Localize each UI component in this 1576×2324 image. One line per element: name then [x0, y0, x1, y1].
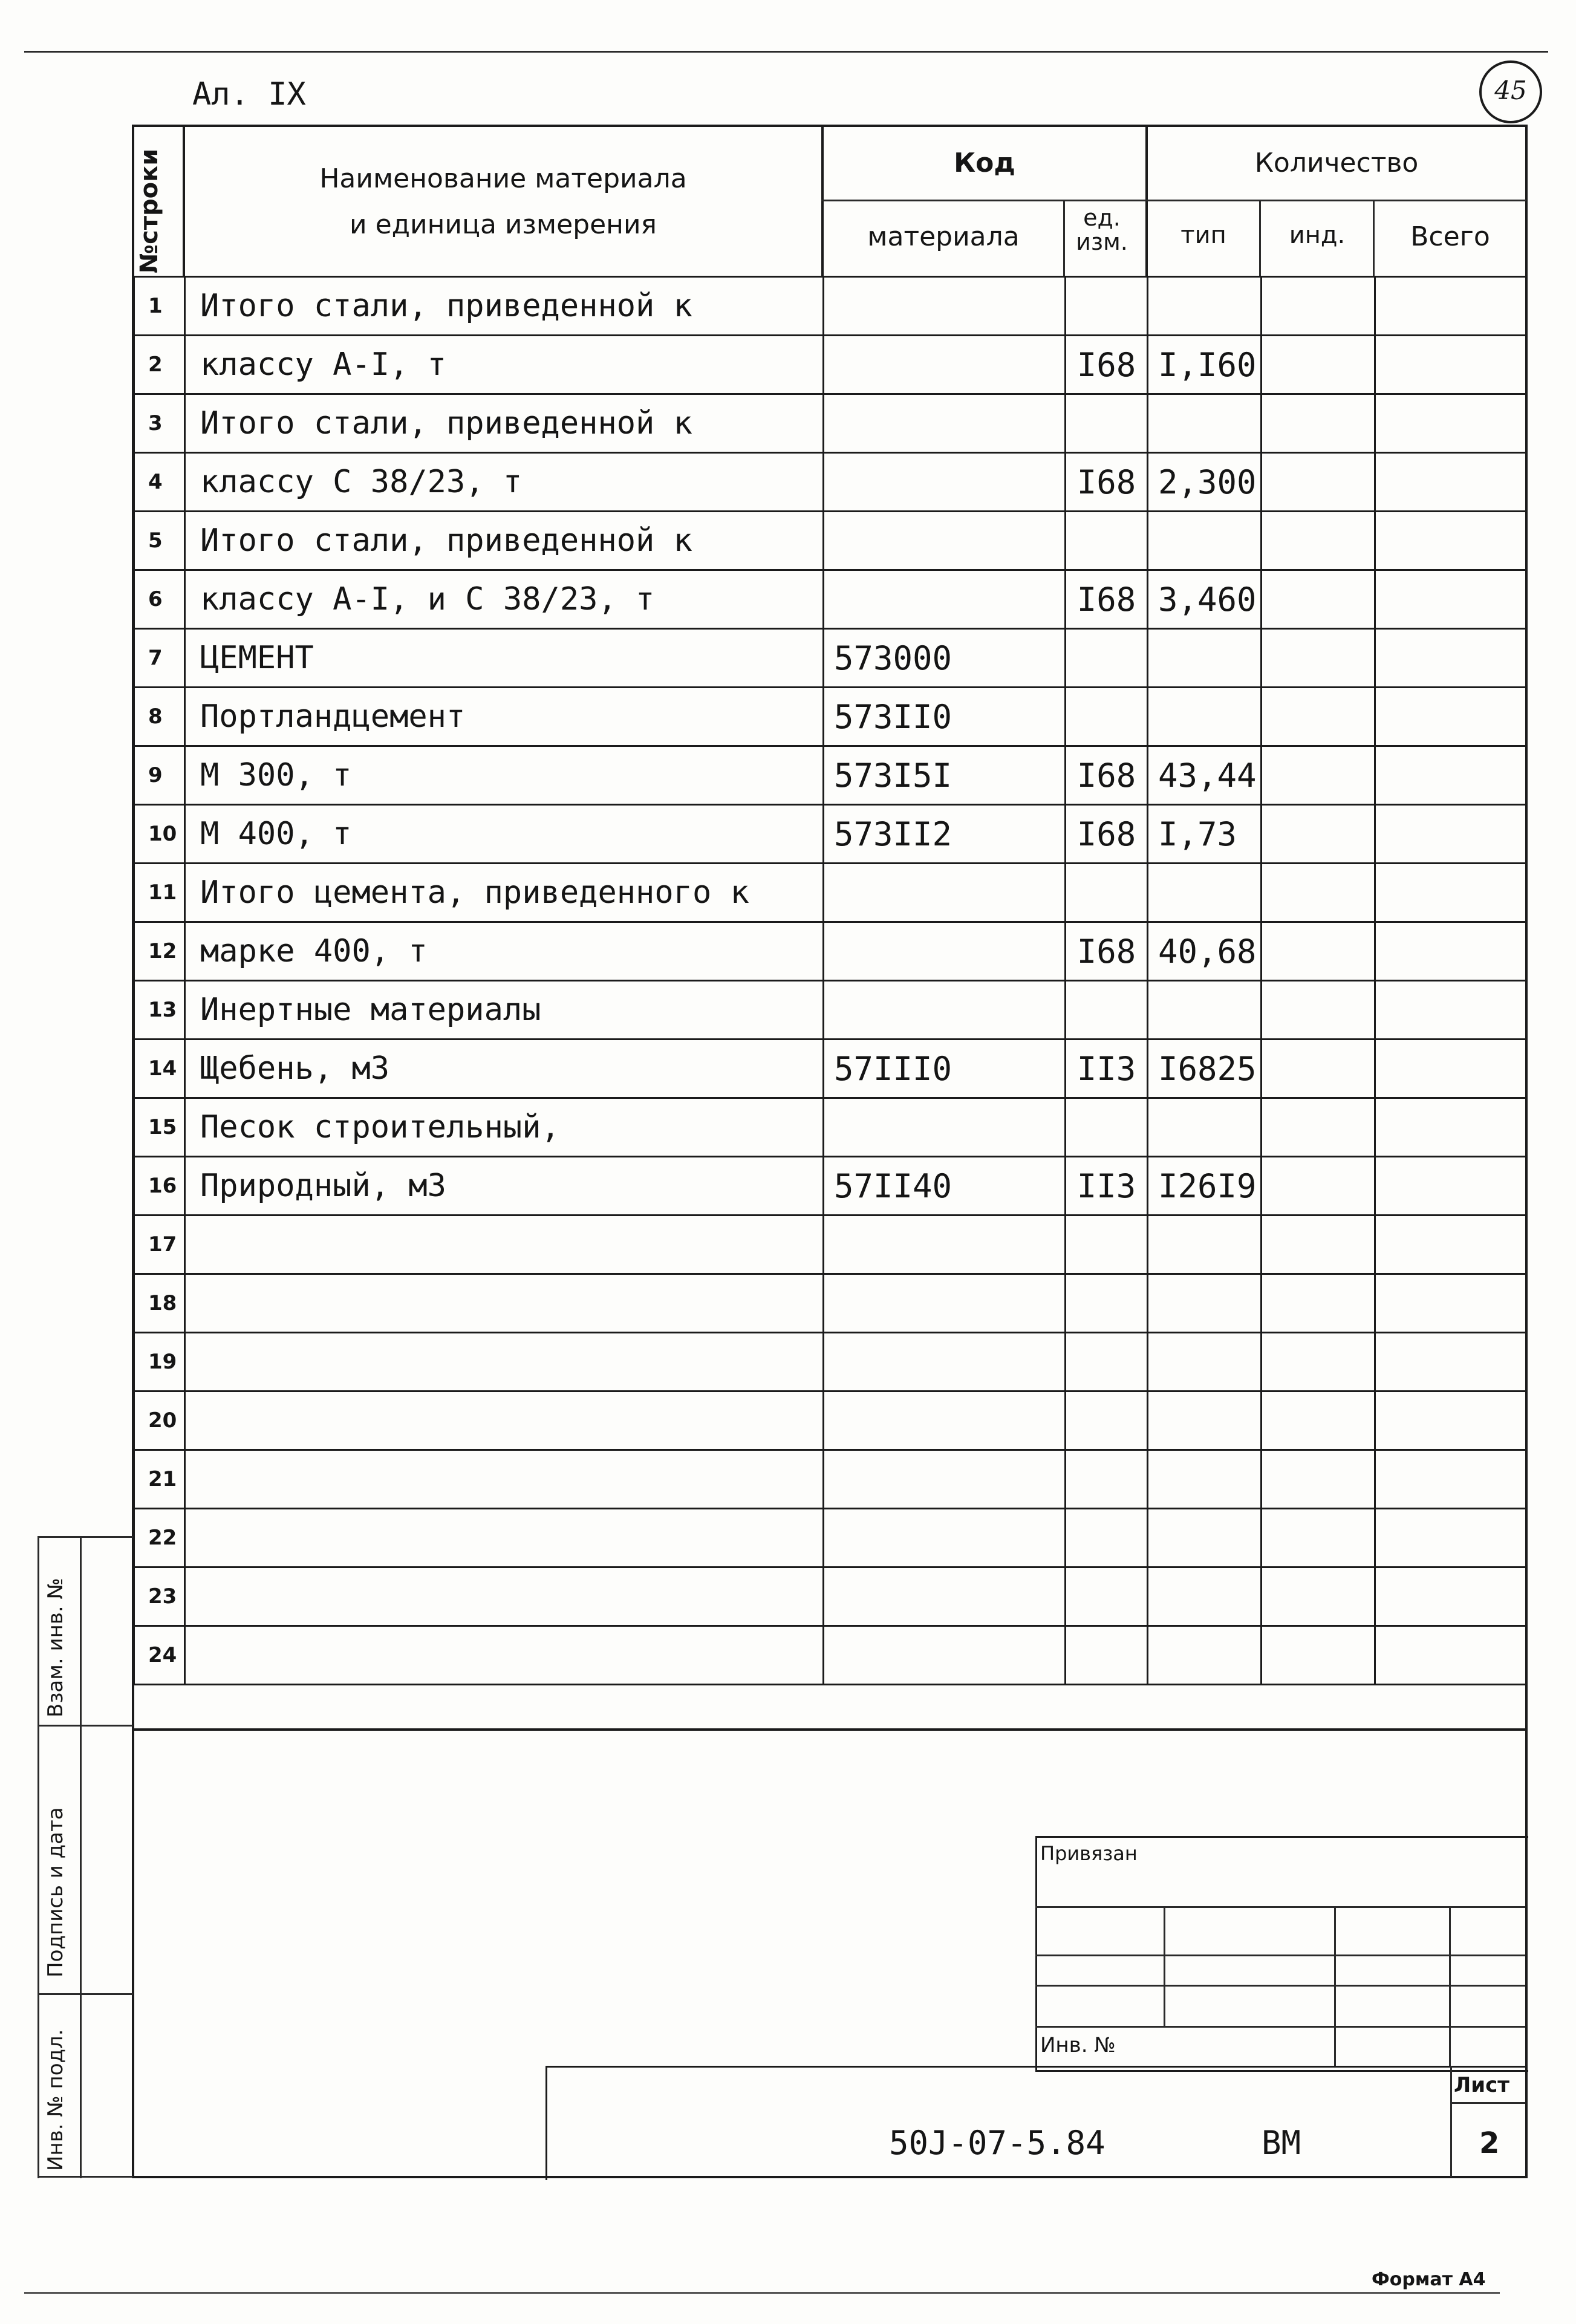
qty-ind-header: инд. — [1289, 221, 1346, 249]
row-number: 14 — [134, 1040, 185, 1098]
qty-ind — [1262, 1333, 1375, 1391]
qty-ind — [1262, 277, 1375, 336]
bound-label: Привязан — [1040, 1842, 1138, 1865]
bound-line-3 — [1035, 1985, 1525, 1987]
table-row — [134, 688, 1526, 746]
qty-type: I6825 — [1148, 1040, 1262, 1098]
material-name: Итого цемента, приведенного к — [185, 864, 824, 922]
header-col-line-1 — [183, 125, 185, 276]
row-number: 4 — [134, 453, 185, 512]
qty-total — [1375, 688, 1526, 746]
qty-type: I26I9 — [1148, 1157, 1262, 1216]
row-number: 19 — [134, 1333, 185, 1391]
material-name: Песок строительный, — [185, 1098, 824, 1157]
qty-total — [1375, 1333, 1526, 1391]
row-number: 2 — [134, 336, 185, 394]
qty-ind — [1262, 1626, 1375, 1685]
material-code — [824, 512, 1066, 570]
qty-total — [1375, 1509, 1526, 1567]
qty-type: 43,44 — [1148, 746, 1262, 805]
material-code — [824, 864, 1066, 922]
unit-code: I68 — [1066, 922, 1148, 981]
qty-total — [1375, 1391, 1526, 1450]
row-number: 12 — [134, 922, 185, 981]
qty-ind — [1262, 1509, 1375, 1567]
material-name — [185, 1450, 824, 1509]
row-number: 5 — [134, 512, 185, 570]
qty-total — [1375, 1274, 1526, 1333]
qty-ind — [1262, 1040, 1375, 1098]
unit-code — [1066, 1450, 1148, 1509]
unit-code — [1066, 1333, 1148, 1391]
qty-total — [1375, 1567, 1526, 1626]
qty-type: 3,460 — [1148, 570, 1262, 629]
bound-line-2 — [1035, 1955, 1525, 1956]
unit-code: II3 — [1066, 1040, 1148, 1098]
row-number: 13 — [134, 981, 185, 1040]
qty-type-header: тип — [1180, 221, 1226, 249]
qty-ind — [1262, 570, 1375, 629]
unit-code — [1066, 981, 1148, 1040]
material-code — [824, 1274, 1066, 1333]
row-number: 17 — [134, 1216, 185, 1274]
unit-code — [1066, 688, 1148, 746]
qty-group-header: Количество — [1254, 148, 1419, 178]
material-code — [824, 336, 1066, 394]
row-number: 3 — [134, 394, 185, 453]
bound-vline-2 — [1334, 1906, 1336, 2067]
unit-code — [1066, 277, 1148, 336]
row-no-header: №строки — [135, 148, 163, 273]
qty-total — [1375, 1450, 1526, 1509]
format-label: Формат А4 — [1372, 2269, 1486, 2290]
unit-code: I68 — [1066, 746, 1148, 805]
material-code — [824, 394, 1066, 453]
qty-total — [1375, 981, 1526, 1040]
material-code — [824, 1216, 1066, 1274]
table-row — [134, 453, 1526, 512]
material-code: 573I5I — [824, 746, 1066, 805]
qty-total — [1375, 746, 1526, 805]
material-code — [824, 981, 1066, 1040]
table-row — [134, 864, 1526, 922]
bound-line-1 — [1035, 1906, 1525, 1908]
material-name: М 400, т — [185, 805, 824, 864]
side-stamp-div1 — [37, 1725, 133, 1727]
qty-type: 40,68 — [1148, 922, 1262, 981]
material-code — [824, 1626, 1066, 1685]
unit-code — [1066, 1216, 1148, 1274]
qty-ind — [1262, 1216, 1375, 1274]
material-name: Итого стали, приведенной к — [185, 512, 824, 570]
material-name: классу С 38/23, т — [185, 453, 824, 512]
material-name: Итого стали, приведенной к — [185, 277, 824, 336]
qty-total — [1375, 805, 1526, 864]
qty-total — [1375, 1626, 1526, 1685]
qty-ind — [1262, 922, 1375, 981]
material-name — [185, 1626, 824, 1685]
material-code — [824, 922, 1066, 981]
row-number: 15 — [134, 1098, 185, 1157]
top-border-line — [24, 51, 1548, 53]
material-code — [824, 1567, 1066, 1626]
code-material-header: материала — [867, 221, 1020, 252]
material-code: 573II0 — [824, 688, 1066, 746]
material-name: Инертные материалы — [185, 981, 824, 1040]
side-inv-podl: Инв. № подл. — [44, 2029, 68, 2171]
material-name: классу А-I, т — [185, 336, 824, 394]
table-row — [134, 629, 1526, 688]
materials-table — [133, 276, 1527, 1685]
qty-total — [1375, 864, 1526, 922]
qty-type — [1148, 277, 1262, 336]
qty-type — [1148, 1098, 1262, 1157]
qty-type — [1148, 1450, 1262, 1509]
qty-ind — [1262, 394, 1375, 453]
qty-type — [1148, 1333, 1262, 1391]
side-stamp-top — [37, 1536, 133, 1538]
qty-total — [1375, 1216, 1526, 1274]
row-number: 20 — [134, 1391, 185, 1450]
qty-ind — [1262, 805, 1375, 864]
table-bottom-line — [133, 1728, 1528, 1731]
material-name: М 300, т — [185, 746, 824, 805]
table-row — [134, 1626, 1526, 1685]
row-number: 1 — [134, 277, 185, 336]
row-number: 7 — [134, 629, 185, 688]
table-row — [134, 336, 1526, 394]
unit-code: I68 — [1066, 805, 1148, 864]
qty-ind — [1262, 1157, 1375, 1216]
qty-ind — [1262, 1567, 1375, 1626]
unit-code — [1066, 1098, 1148, 1157]
side-stamp-left-line — [37, 1536, 39, 2178]
material-name: Природный, м3 — [185, 1157, 824, 1216]
material-name — [185, 1216, 824, 1274]
qty-total — [1375, 512, 1526, 570]
unit-code: I68 — [1066, 453, 1148, 512]
table-row — [134, 746, 1526, 805]
row-number: 11 — [134, 864, 185, 922]
footer-line — [24, 2292, 1500, 2294]
unit-code — [1066, 1391, 1148, 1450]
qty-type — [1148, 1509, 1262, 1567]
side-vzam-inv: Взам. инв. № — [44, 1578, 68, 1717]
qty-total — [1375, 1098, 1526, 1157]
material-name: Щебень, м3 — [185, 1040, 824, 1098]
table-row — [134, 1274, 1526, 1333]
row-number: 16 — [134, 1157, 185, 1216]
table-row — [134, 570, 1526, 629]
header-col-line-6 — [1373, 200, 1375, 276]
qty-ind — [1262, 1274, 1375, 1333]
document-mark: ВМ — [1262, 2124, 1301, 2162]
table-row — [134, 922, 1526, 981]
unit-code: I68 — [1066, 570, 1148, 629]
qty-type — [1148, 394, 1262, 453]
qty-type — [1148, 629, 1262, 688]
qty-ind — [1262, 336, 1375, 394]
material-code — [824, 1509, 1066, 1567]
row-number: 21 — [134, 1450, 185, 1509]
qty-type — [1148, 1391, 1262, 1450]
row-number: 6 — [134, 570, 185, 629]
inv-label: Инв. № — [1040, 2033, 1116, 2057]
table-row — [134, 1509, 1526, 1567]
material-code — [824, 1333, 1066, 1391]
name-header-line2: и единица измерения — [349, 209, 657, 240]
material-name — [185, 1391, 824, 1450]
row-number: 10 — [134, 805, 185, 864]
qty-type — [1148, 1274, 1262, 1333]
table-row — [134, 1157, 1526, 1216]
unit-code — [1066, 1274, 1148, 1333]
material-name — [185, 1274, 824, 1333]
table-row — [134, 277, 1526, 336]
table-row — [134, 1391, 1526, 1450]
unit-code — [1066, 512, 1148, 570]
qty-total — [1375, 1157, 1526, 1216]
material-code: 57III0 — [824, 1040, 1066, 1098]
sheet-col-line — [1450, 2066, 1452, 2177]
qty-type: I,I60 — [1148, 336, 1262, 394]
qty-type — [1148, 1216, 1262, 1274]
sheet-label: Ал. IX — [192, 76, 306, 112]
qty-type — [1148, 1626, 1262, 1685]
sheet-label-line — [1450, 2102, 1525, 2104]
qty-ind — [1262, 1391, 1375, 1450]
row-number: 24 — [134, 1626, 185, 1685]
row-number: 18 — [134, 1274, 185, 1333]
qty-type — [1148, 1567, 1262, 1626]
material-name: Итого стали, приведенной к — [185, 394, 824, 453]
bound-vline-1 — [1164, 1906, 1165, 2027]
qty-type: 2,300 — [1148, 453, 1262, 512]
qty-total — [1375, 922, 1526, 981]
row-number: 8 — [134, 688, 185, 746]
qty-type — [1148, 981, 1262, 1040]
qty-ind — [1262, 1098, 1375, 1157]
sheet-word: Лист — [1454, 2073, 1509, 2097]
table-row — [134, 394, 1526, 453]
unit-code — [1066, 864, 1148, 922]
qty-ind — [1262, 629, 1375, 688]
table-row — [134, 1040, 1526, 1098]
table-row — [134, 1333, 1526, 1391]
material-name: марке 400, т — [185, 922, 824, 981]
table-row — [134, 1567, 1526, 1626]
document-code: 50J-07-5.84 — [889, 2124, 1105, 2162]
bound-vline-3 — [1449, 1906, 1451, 2067]
qty-total — [1375, 629, 1526, 688]
qty-ind — [1262, 864, 1375, 922]
unit-code — [1066, 1626, 1148, 1685]
unit-code: II3 — [1066, 1157, 1148, 1216]
material-code — [824, 1391, 1066, 1450]
qty-ind — [1262, 512, 1375, 570]
qty-total — [1375, 453, 1526, 512]
side-podpis-data: Подпись и дата — [44, 1807, 68, 1977]
side-stamp-div2 — [37, 1993, 133, 1995]
material-name: ЦЕМЕНТ — [185, 629, 824, 688]
qty-type — [1148, 688, 1262, 746]
qty-ind — [1262, 1450, 1375, 1509]
table-row — [134, 981, 1526, 1040]
material-code: 57II40 — [824, 1157, 1066, 1216]
unit-code: I68 — [1066, 336, 1148, 394]
material-name: Портландцемент — [185, 688, 824, 746]
qty-ind — [1262, 688, 1375, 746]
page-number-circle — [1479, 60, 1542, 123]
header-col-line-4 — [1063, 200, 1065, 276]
material-name: классу А-I, и С 38/23, т — [185, 570, 824, 629]
qty-ind — [1262, 453, 1375, 512]
header-top-line — [133, 125, 1528, 127]
side-stamp-bottom — [37, 2176, 133, 2178]
main-stamp — [545, 2066, 1527, 2180]
qty-total — [1375, 277, 1526, 336]
qty-total — [1375, 1040, 1526, 1098]
material-code — [824, 1450, 1066, 1509]
page-number: 45 — [1494, 76, 1527, 105]
unit-code — [1066, 1567, 1148, 1626]
material-code — [824, 570, 1066, 629]
header-mid-line — [821, 200, 1526, 201]
qty-ind — [1262, 746, 1375, 805]
material-name — [185, 1333, 824, 1391]
code-group-header: Код — [954, 148, 1015, 178]
qty-total — [1375, 570, 1526, 629]
qty-total-header: Всего — [1410, 221, 1490, 252]
material-code — [824, 1098, 1066, 1157]
unit-code — [1066, 394, 1148, 453]
material-name — [185, 1509, 824, 1567]
row-number: 9 — [134, 746, 185, 805]
unit-code — [1066, 1509, 1148, 1567]
material-code: 573II2 — [824, 805, 1066, 864]
row-number: 22 — [134, 1509, 185, 1567]
bound-line-4 — [1035, 2026, 1525, 2028]
table-row — [134, 1216, 1526, 1274]
name-header-line1: Наименование материала — [319, 163, 687, 194]
table-row — [134, 1450, 1526, 1509]
qty-ind — [1262, 981, 1375, 1040]
unit-code — [1066, 629, 1148, 688]
qty-total — [1375, 336, 1526, 394]
qty-type — [1148, 864, 1262, 922]
material-name — [185, 1567, 824, 1626]
qty-total — [1375, 394, 1526, 453]
material-code: 573000 — [824, 629, 1066, 688]
qty-type — [1148, 512, 1262, 570]
header-col-line-5 — [1259, 200, 1261, 276]
qty-type: I,73 — [1148, 805, 1262, 864]
row-number: 23 — [134, 1567, 185, 1626]
material-code — [824, 277, 1066, 336]
table-row — [134, 805, 1526, 864]
code-unit-header: ед. изм. — [1076, 204, 1128, 255]
material-code — [824, 453, 1066, 512]
side-stamp-mid-line — [80, 1536, 82, 2178]
table-row — [134, 1098, 1526, 1157]
table-row — [134, 512, 1526, 570]
sheet-number: 2 — [1479, 2126, 1500, 2160]
